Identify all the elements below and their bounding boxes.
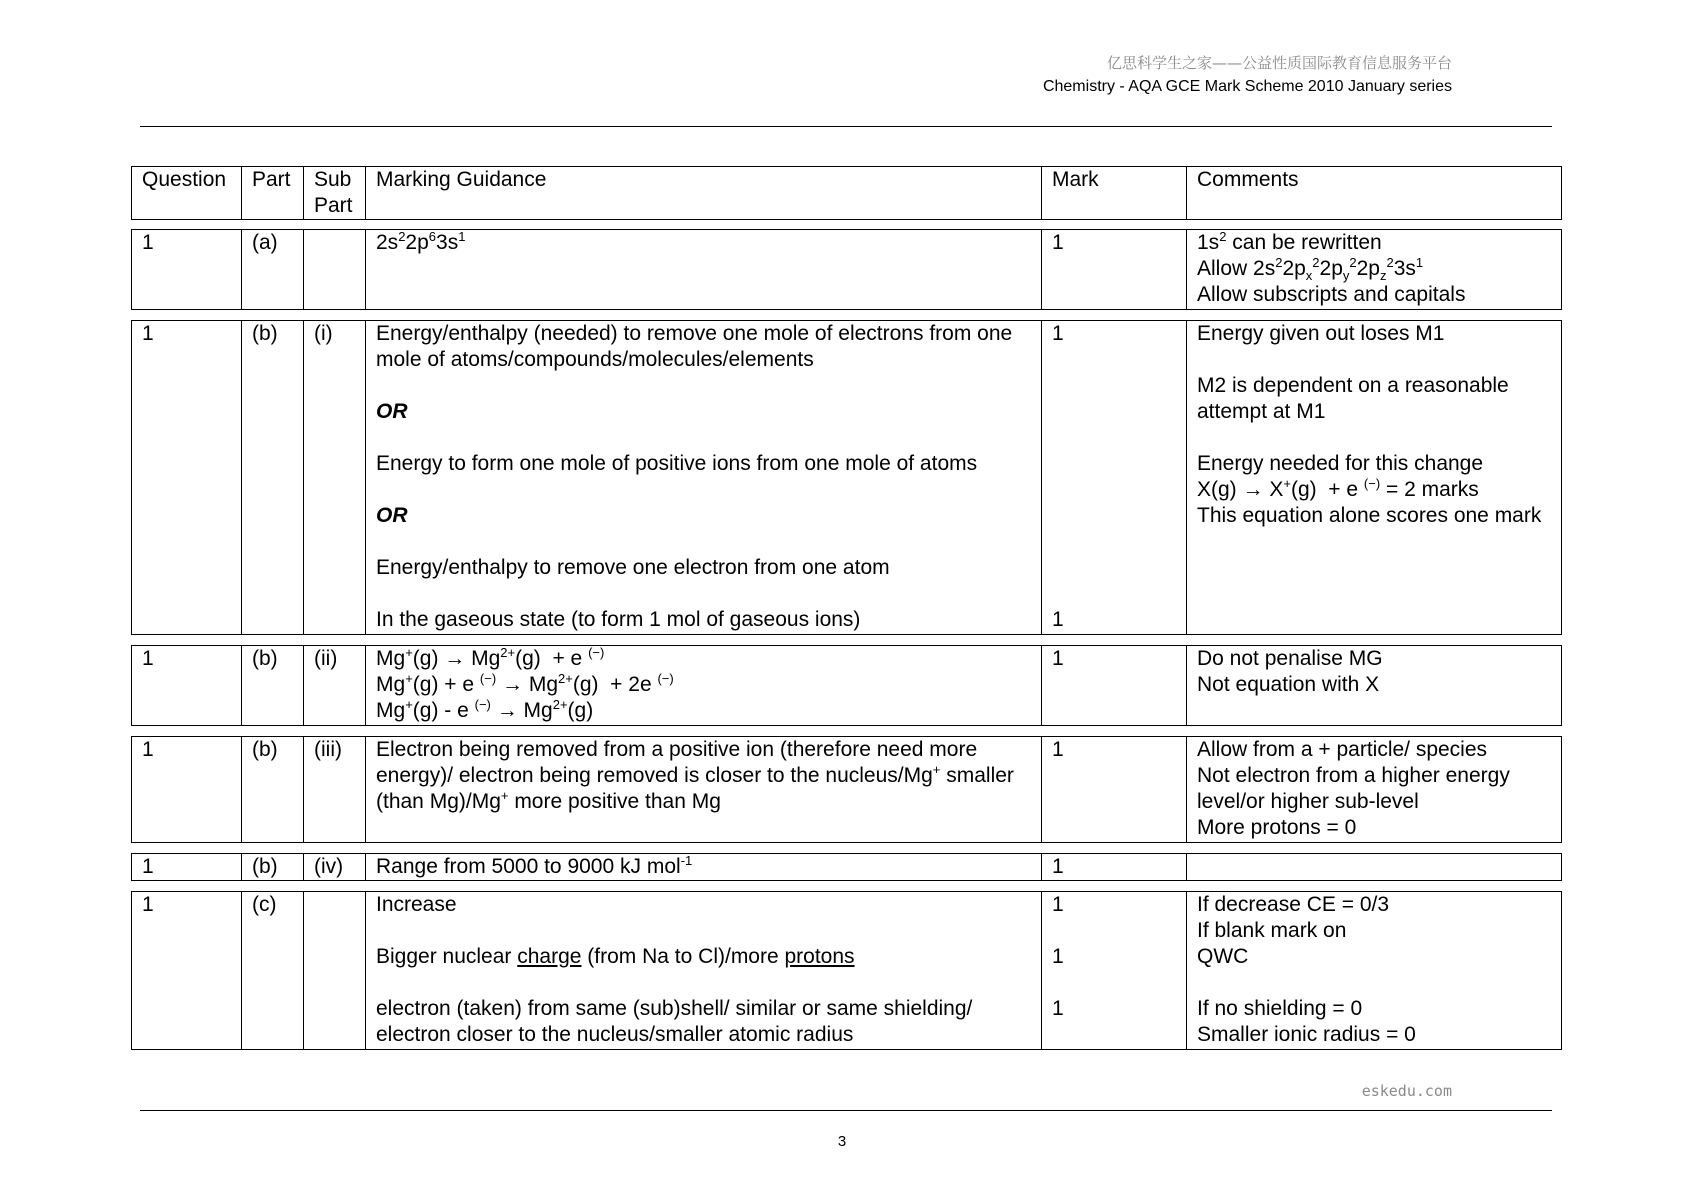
- sub-part-label: (i): [304, 321, 366, 635]
- guidance-line: Energy/enthalpy (needed) to remove one mole of electrons from one mole of atoms/compounds/molecules/elements: [376, 322, 1013, 371]
- comment-line: If decrease CE = 0/3: [1197, 893, 1390, 916]
- row-1c-table: [131, 891, 1562, 1050]
- footer-watermark: eskedu.com: [1361, 1082, 1452, 1100]
- sub-part-label: (iii): [304, 737, 366, 843]
- comment-line: Smaller ionic radius = 0: [1197, 1023, 1416, 1046]
- guidance-line: Increase: [376, 893, 457, 916]
- comment-line: Allow $2s^22p_x^22p_y^22p_z^23s^1$: [1197, 255, 1424, 284]
- question-number: 1: [132, 321, 242, 635]
- sub-part-label: (ii): [304, 646, 366, 726]
- underlined-keyword: protons: [784, 945, 855, 968]
- sub-part-label: (iv): [304, 854, 366, 881]
- mark-value: 1: [1042, 646, 1187, 726]
- column-header-sub-part: Sub Part: [304, 167, 366, 220]
- mark-m1: 1: [1052, 322, 1064, 345]
- marking-guidance: Electron being removed from a positive ion (therefore need more energy)/ electron being removed is closer to the nucleus/Mg+ smaller (than Mg)/Mg+ more positive than Mg: [366, 737, 1042, 843]
- comment-line: Not electron from a higher energy level/or higher sub-level: [1197, 764, 1510, 813]
- question-number: 1: [132, 854, 242, 881]
- question-number: 1: [132, 892, 242, 1050]
- marking-guidance: Range from 5000 to 9000 kJ mol$^{-1}$: [366, 854, 1042, 881]
- question-number: 1: [132, 646, 242, 726]
- row-1biv-table: [131, 853, 1562, 881]
- guidance-text: more positive than Mg: [514, 790, 721, 813]
- comments: [1187, 646, 1562, 726]
- comment-line: This equation alone scores one mark: [1197, 504, 1542, 527]
- column-header-comments: Comments: [1187, 167, 1562, 220]
- guidance-text: Range from 5000 to 9000 kJ mol: [376, 855, 681, 878]
- marking-guidance: [366, 321, 1042, 635]
- comment-line: Energy given out loses M1: [1197, 322, 1445, 345]
- guidance-text: Bigger nuclear: [376, 945, 518, 968]
- mark-m2: 1: [1052, 945, 1064, 968]
- column-header-part: Part: [242, 167, 304, 220]
- sub-part-label: [304, 892, 366, 1050]
- guidance-line: In the gaseous state (to form 1 mol of gaseous ions): [376, 608, 861, 631]
- table-row: [132, 646, 1562, 726]
- part-label: (c): [242, 892, 304, 1050]
- row-1a-table: [131, 229, 1562, 310]
- mark-m2: 1: [1052, 608, 1064, 631]
- mark-value: 1: [1042, 854, 1187, 881]
- equation-line: Mg+(g) + e $^{(-)} \to Mg^{2+}(g) + 2e$ (−): [376, 671, 674, 696]
- header-site-name: 亿思科学生之家——公益性质国际教育信息服务平台: [1106, 54, 1452, 72]
- comments: [1187, 321, 1562, 635]
- column-header-guidance: Marking Guidance: [366, 167, 1042, 220]
- marking-guidance: $2s^22p^63s^1$: [366, 230, 1042, 310]
- mark-value: 1: [1042, 230, 1187, 310]
- mark-value: [1042, 321, 1187, 635]
- comment-line: Allow subscripts and capitals: [1197, 283, 1466, 306]
- guidance-line: electron (taken) from same (sub)shell/ similar or same shielding/ electron closer to the nucleus/smaller atomic radius: [376, 997, 973, 1046]
- guidance-text: Electron being removed from a positive ion (therefore need more energy)/ electron being removed is closer to the nucleus/Mg: [376, 738, 978, 787]
- equation-line: Mg+(g) - e $^{(-)} \to Mg^{2+}(g)$: [376, 697, 594, 722]
- comment-text: can be rewritten: [1232, 231, 1382, 254]
- table-row: [132, 854, 1562, 881]
- column-header-question: Question: [132, 167, 242, 220]
- comments: [1187, 737, 1562, 843]
- comment-line: $1s^2$ can be rewritten: [1197, 229, 1382, 254]
- comment-line: Energy needed for this change: [1197, 452, 1484, 475]
- comments: [1187, 230, 1562, 310]
- comment-line: If blank mark on: [1197, 919, 1347, 942]
- comment-line: If no shielding = 0: [1197, 997, 1363, 1020]
- column-header-row: [132, 167, 1562, 220]
- sub-part-label: [304, 230, 366, 310]
- mark-m1: 1: [1052, 893, 1064, 916]
- or-label: OR: [376, 400, 408, 423]
- guidance-text: (from Na to Cl)/more: [581, 945, 785, 968]
- marking-guidance: [366, 892, 1042, 1050]
- guidance-line: Energy/enthalpy to remove one electron from one atom: [376, 556, 890, 579]
- comments: [1187, 854, 1562, 881]
- part-label: (b): [242, 854, 304, 881]
- mark-value: [1042, 892, 1187, 1050]
- equation-line: $Mg^+(g) \to Mg^{2+}(g) + e$ (−): [376, 645, 605, 670]
- guidance-text: smaller (than Mg)/Mg: [376, 764, 1014, 813]
- table-row: [132, 737, 1562, 843]
- part-label: (b): [242, 321, 304, 635]
- header-document-title: Chemistry - AQA GCE Mark Scheme 2010 January series: [1042, 78, 1452, 95]
- page-number: 3: [837, 1133, 847, 1150]
- guidance-line: Energy to form one mole of positive ions from one mole of atoms: [376, 452, 978, 475]
- mark-value: 1: [1042, 737, 1187, 843]
- comment-line: M2 is dependent on a reasonable attempt at M1: [1197, 374, 1509, 423]
- comment-line: Not equation with X: [1197, 673, 1380, 696]
- underlined-keyword: charge: [517, 945, 582, 968]
- comment-text: Allow 2s: [1197, 257, 1276, 280]
- part-label: (b): [242, 737, 304, 843]
- or-label: OR: [376, 504, 408, 527]
- comment-line: Allow from a + particle/ species: [1197, 738, 1488, 761]
- row-1bii-table: [131, 645, 1562, 726]
- column-header-mark: Mark: [1042, 167, 1187, 220]
- header-rule: [140, 126, 1552, 127]
- comment-line: QWC: [1197, 945, 1249, 968]
- guidance-line: [376, 944, 1033, 970]
- table-row: [132, 321, 1562, 635]
- part-label: (a): [242, 230, 304, 310]
- comment-line: More protons = 0: [1197, 816, 1357, 839]
- table-row: [132, 892, 1562, 1050]
- row-1biii-table: [131, 736, 1562, 843]
- question-number: 1: [132, 230, 242, 310]
- footer-rule: [140, 1110, 1552, 1111]
- part-label: (b): [242, 646, 304, 726]
- question-number: 1: [132, 737, 242, 843]
- row-1bi-table: [131, 320, 1562, 635]
- table-row: [132, 230, 1562, 310]
- comment-equation: X(g) → X+(g) + e (−) = 2 marks: [1197, 476, 1479, 501]
- comment-line: Do not penalise MG: [1197, 647, 1383, 670]
- marking-guidance: [366, 646, 1042, 726]
- mark-m3: 1: [1052, 997, 1064, 1020]
- comments: [1187, 892, 1562, 1050]
- column-header-table: [131, 166, 1562, 220]
